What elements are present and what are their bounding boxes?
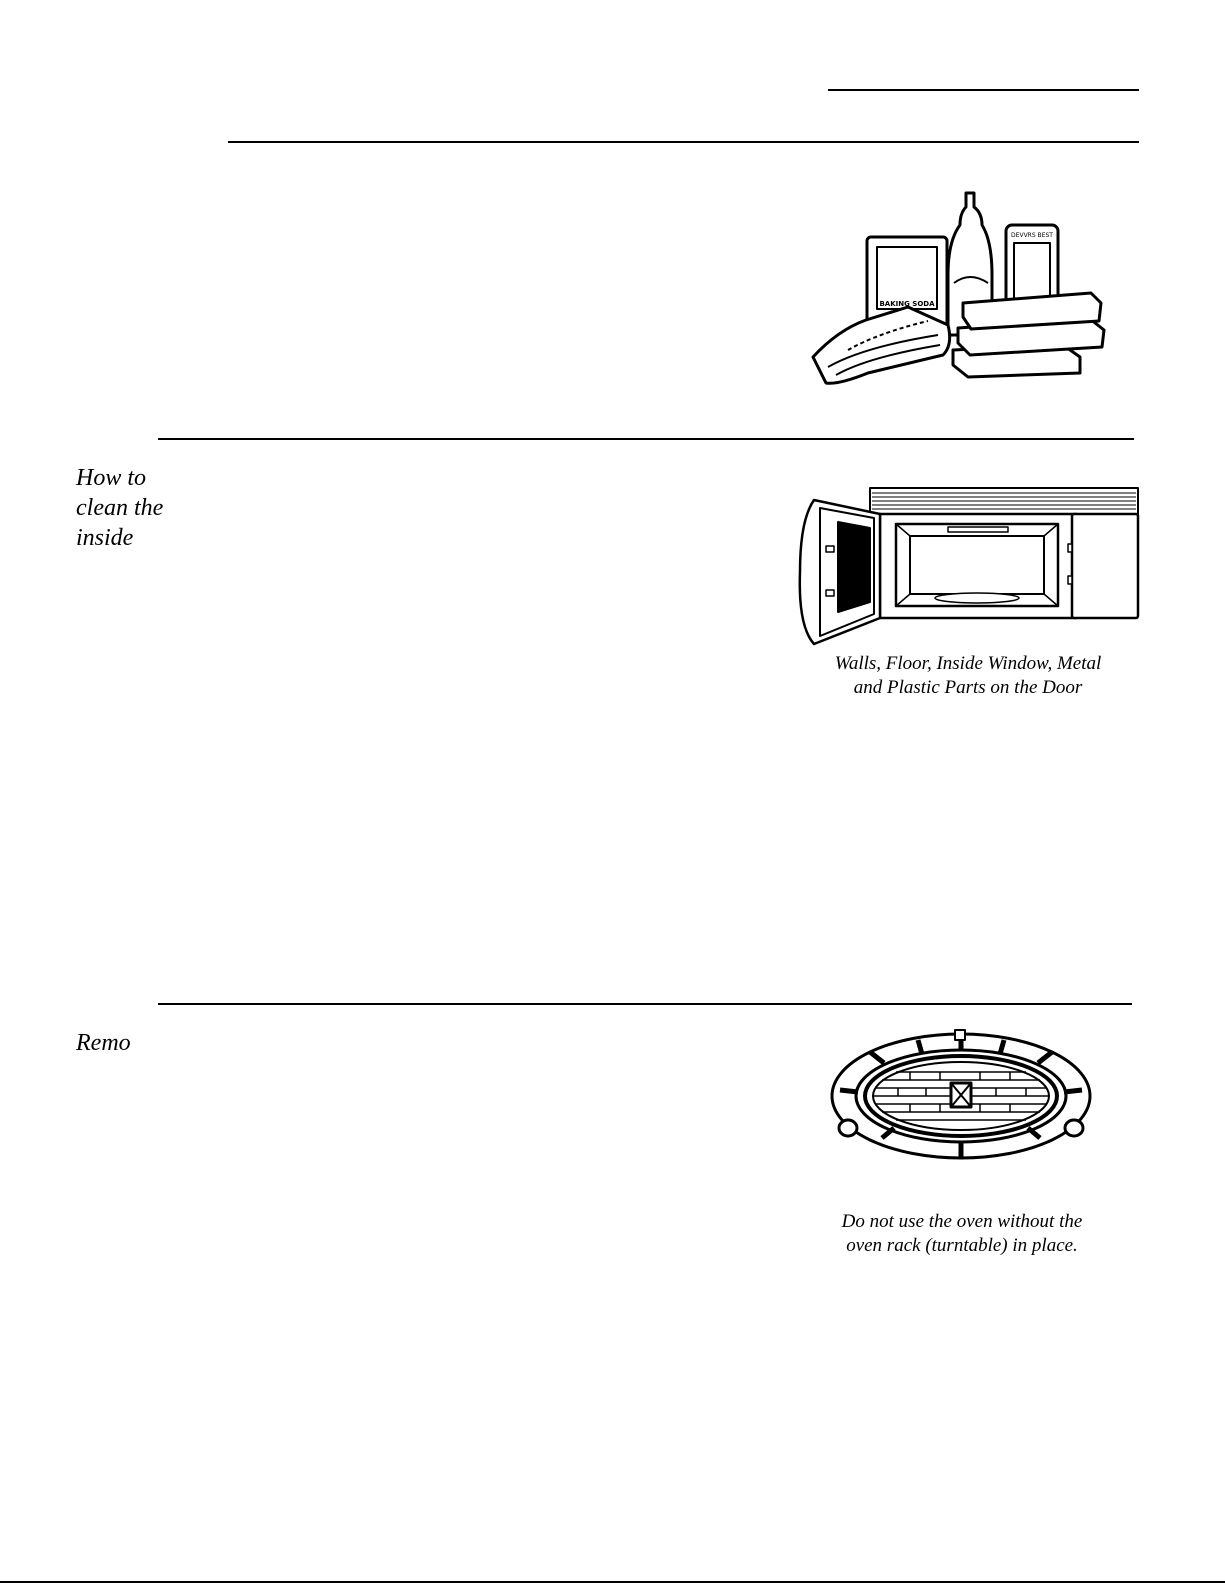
- turntable-illustration: [830, 1030, 1094, 1166]
- heading-line: inside: [76, 525, 134, 551]
- footer-rule: [0, 1581, 1225, 1583]
- section-divider-rack: [158, 1003, 1132, 1005]
- header-rule-long: [228, 141, 1139, 143]
- open-microwave-illustration: [796, 486, 1142, 648]
- caption-line: and Plastic Parts on the Door: [853, 677, 1083, 698]
- figure-caption-rack: [806, 1210, 1118, 1258]
- cleaning-supplies-illustration: [808, 185, 1118, 395]
- caption-line: oven rack (turntable) in place.: [846, 1235, 1078, 1256]
- header-rule-short: [828, 89, 1139, 91]
- heading-line: How to: [76, 465, 147, 491]
- baking-soda-label: BAKING SODA: [879, 300, 935, 308]
- heading-line: clean the: [76, 495, 164, 521]
- section-heading-cleaning: [76, 463, 163, 553]
- figure-caption-cleaning: [806, 652, 1130, 700]
- section-divider-cleaning: [158, 438, 1134, 440]
- section-heading-rack: Remo: [76, 1030, 131, 1056]
- folded-cloth: [813, 307, 950, 383]
- caption-line: Do not use the oven without the: [841, 1211, 1083, 1232]
- caption-line: Walls, Floor, Inside Window, Metal: [834, 653, 1102, 674]
- jar-label: DEVVRS BEST: [1011, 232, 1053, 239]
